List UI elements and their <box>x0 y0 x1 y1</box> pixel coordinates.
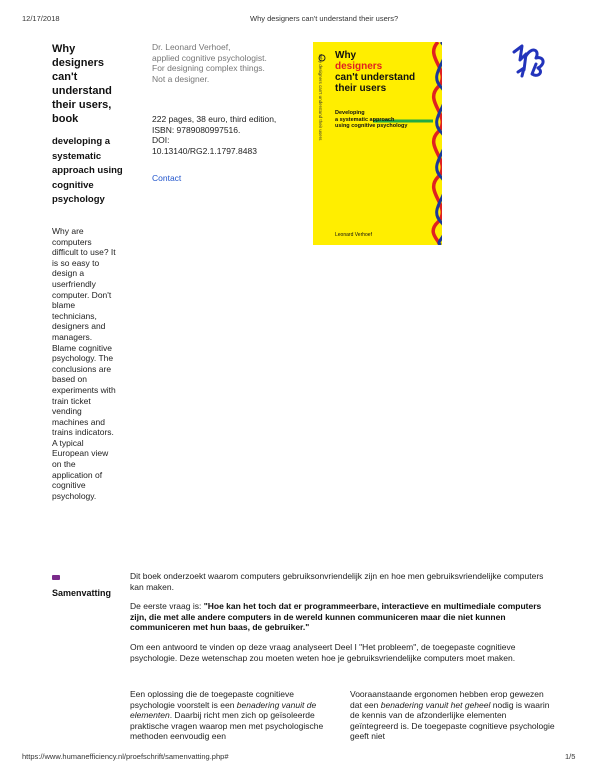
question-quote: "Hoe kan het toch dat er programmeerbare, interactieve en multimediale computers zijn, die met alle andere computers in de wereld kunnen communiceren maar die niet kunnen communiceren met hun baas, de gebruiker." <box>130 601 542 632</box>
print-date: 12/17/2018 <box>22 14 60 23</box>
col-left-emphasis: benadering vanuit de elementen <box>130 699 317 720</box>
col-left-text-b: . Daarbij richt men zich op geïsoleerde praktische vragen waarop men met psychologische methoden eenvoudig een <box>130 710 324 741</box>
cover-title-line-1: Why <box>335 50 357 61</box>
cover-subtitle-line-3: using cognitive psychology <box>335 123 408 129</box>
column-left <box>130 689 335 742</box>
author-tagline: For designing complex things. <box>152 63 265 73</box>
cover-subtitle <box>335 110 407 130</box>
book-subtitle: developing a systematic approach using cognitive psychology <box>52 136 123 205</box>
pages-price: 222 pages, 38 euro, third edition, <box>152 114 277 124</box>
print-title: Why designers can't understand their users? <box>250 14 399 23</box>
book-cover[interactable] <box>313 42 442 245</box>
cover-subtitle-line-1: Developing <box>335 110 365 116</box>
col-right-text-a: Vooraanstaande ergonomen hebben erop gewezen dat een <box>350 689 544 710</box>
col-right-text-b: nodig is waarin de kennis van de afzonderlijke elementen geïntegreerd is. De toegepaste cognitieve psychologie geeft niet <box>350 699 555 741</box>
book-description: Why are computers difficult to use? It is so easy to design a userfriendly computer. Don't blame technicians, designers and managers. Blame cognitive psychology. The conclusions are based on experiments with train ticket vending machines and trains indicators. A typical European view on the application of cognitive psychology. <box>52 226 116 501</box>
publication-info <box>152 114 302 156</box>
print-page-number: 1/5 <box>565 752 576 761</box>
doi: 10.13140/RG2.1.1797.8483 <box>152 145 257 156</box>
author-name: Dr. Leonard Verhoef, <box>152 42 231 52</box>
paragraph-question <box>130 601 550 633</box>
cover-title <box>335 50 415 94</box>
cover-author: Leonard Verhoef <box>335 232 372 238</box>
author-info <box>152 42 292 84</box>
cover-title-line-3: can't understand <box>335 72 416 83</box>
contact-link[interactable]: Contact <box>152 173 182 183</box>
site-logo-icon[interactable] <box>510 42 550 82</box>
print-url: https://www.humanefficiency.nl/proefschrift/samenvatting.php# <box>22 752 229 761</box>
doi-label: DOI: <box>152 135 170 145</box>
col-right-emphasis: benadering vanuit het geheel <box>380 699 491 710</box>
section-label: Samenvatting <box>52 588 112 598</box>
author-note: Not a designer. <box>152 73 210 84</box>
question-lead: De eerste vraag is: <box>130 601 204 611</box>
book-title: Why designers can't understand their users, book <box>52 43 112 125</box>
isbn: ISBN: 9789080997516. <box>152 124 241 135</box>
cover-spine-text: Why designers can't understand their users <box>318 54 323 141</box>
cover-title-line-4: their users <box>335 83 387 94</box>
author-role: applied cognitive psychologist. <box>152 52 267 63</box>
flag-icon <box>52 575 60 580</box>
column-right <box>350 689 555 742</box>
cover-subtitle-line-2: a systematic approach <box>335 116 395 123</box>
paragraph-analysis: Om een antwoord te vinden op deze vraag analyseert Deel I "Het probleem", de toegepaste cognitieve psychologie. Deze wetenschap zou moeten weten hoe je gebruiksvriendelijke computers moet maken. <box>130 642 516 663</box>
paragraph-intro: Dit boek onderzoekt waarom computers gebruiksonvriendelijk zijn en hoe men gebruiksvriendelijke computers kan maken. <box>130 571 544 592</box>
cover-title-line-2: designers <box>335 61 383 72</box>
col-left-text-a: Een oplossing die de toegepaste cognitieve psychologie voorstelt is een <box>130 689 294 710</box>
